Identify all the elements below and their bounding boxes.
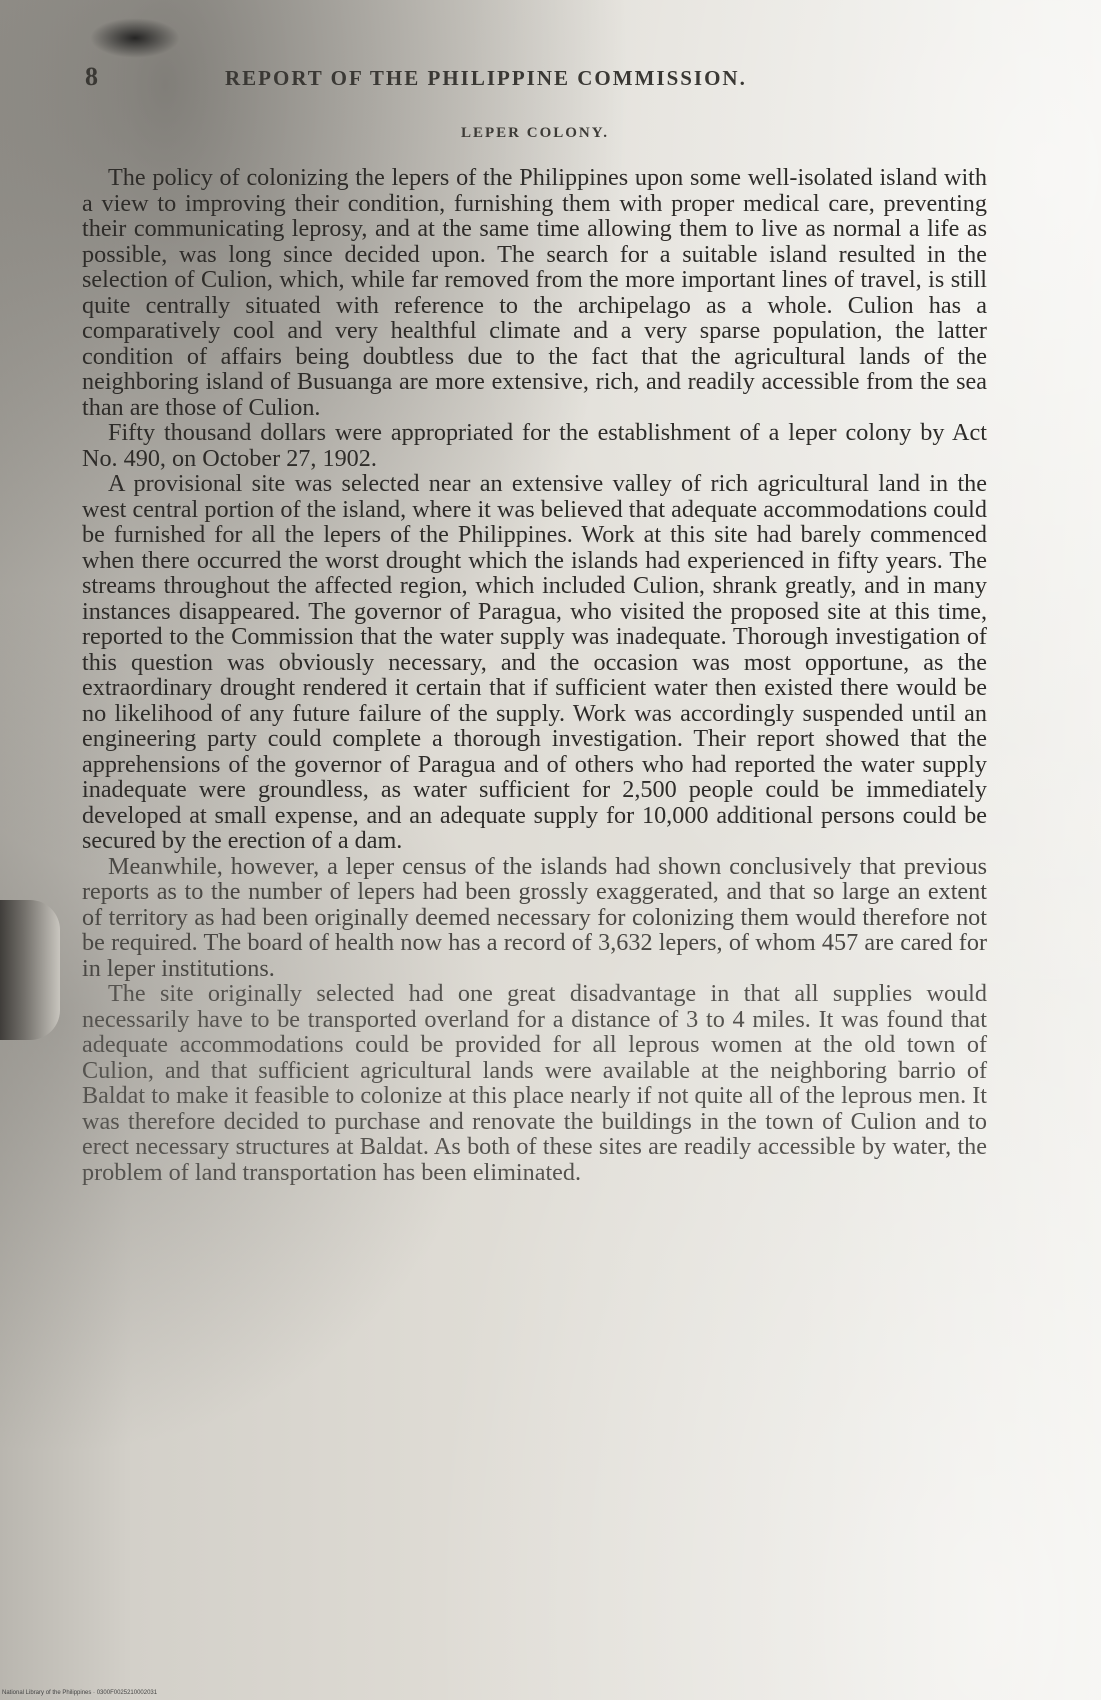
paragraph: A provisional site was selected near an extensive valley of rich agricultural land in the west central portion of the island, where it was believed that adequate accommodations could be furnished for all the lepers of the Philippines. Work at this site had barely commenced when there occurred the worst drought which the islands had experienced in fifty years. The streams throughout the affected region, which included Culion, shrank greatly, and in many instances disappeared. The governor of Paragua, who visited the proposed site at this time, reported to the Commission that the water supply was inadequate. Thorough investigation of this question was obviously necessary, and the occasion was most opportune, as the extraordinary drought rendered it certain that if sufficient water then existed there would be no likelihood of any future failure of the supply. Work was accordingly suspended until an engineering party could complete a thorough investigation. Their report showed that the apprehensions of the governor of Paragua and of others who had reported the water supply inadequate were groundless, as water sufficient for 2,500 people could be immediately developed at small expense, and an adequate supply for 10,000 additional persons could be secured by the erection of a dam. (82, 470, 987, 854)
scanner-thumb-shadow (0, 900, 60, 1040)
paragraph: Meanwhile, however, a leper census of the islands had shown conclusively that previous reports as to the number of lepers had been grossly exaggerated, and that so large an extent of territory as had been originally deemed necessary for colonizing them would therefore not be required. The board of health now has a record of 3,632 lepers, of whom 457 are cared for in leper institutions. (82, 852, 987, 982)
paragraph: The site originally selected had one great disadvantage in that all supplies would necessarily have to be transported overland for a distance of 3 to 4 miles. It was found that adequate accommodations could be provided for all leprous women at the old town of Culion, and that sufficient agricultural lands were available at the neighboring barrio of Baldat to make it feasible to colonize at this place nearly if not quite all of the leprous men. It was therefore decided to purchase and renovate the buildings in the town of Culion and to erect necessary structures at Baldat. As both of these sites are readily accessible by water, the problem of land transportation has been eliminated. (82, 980, 987, 1186)
running-head: REPORT OF THE PHILIPPINE COMMISSION. (225, 66, 747, 90)
page-header (85, 62, 985, 98)
paragraph: Fifty thousand dollars were appropriated for the establishment of a leper colony by Act No. 490, on October 27, 1902. (82, 419, 987, 472)
ink-blot (90, 18, 180, 58)
body-text (82, 165, 987, 1185)
archive-stamp: National Library of the Philippines · 0300F0025210002031 (2, 1690, 158, 1696)
section-title: LEPER COLONY. (461, 125, 609, 141)
page-number: 8 (85, 62, 100, 91)
paragraph: The policy of colonizing the lepers of the Philippines upon some well-isolated island with a view to improving their condition, furnishing them with proper medical care, preventing their communicating leprosy, and at the same time allowing them to live as normal a life as possible, was long since decided upon. The search for a suitable island resulted in the selection of Culion, which, while far removed from the more important lines of travel, is still quite centrally situated with reference to the archipelago as a whole. Culion has a comparatively cool and very healthful climate and a very sparse population, the latter condition of affairs being doubtless due to the fact that the agricultural lands of the neighboring island of Busuanga are more extensive, rich, and readily accessible from the sea than are those of Culion. (82, 164, 987, 421)
